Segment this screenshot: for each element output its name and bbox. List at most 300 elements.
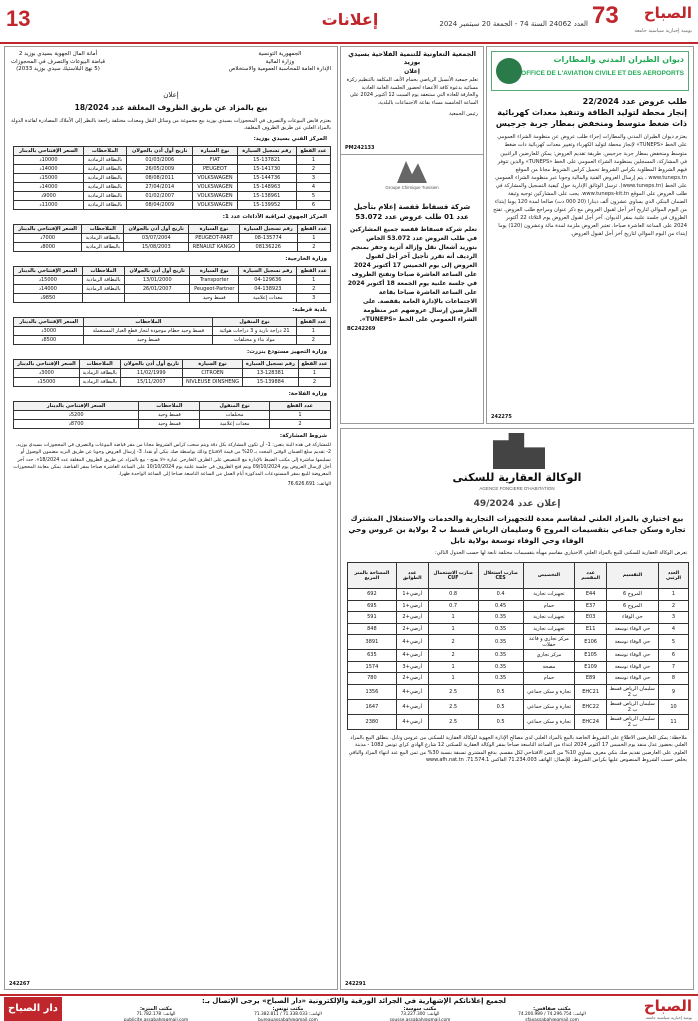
table-row: [14, 155, 331, 164]
table-cell: 11000د: [14, 200, 84, 209]
table-cell: 0.45: [478, 600, 523, 612]
table-cell: 2: [269, 419, 330, 428]
table-row: [14, 233, 331, 242]
table-cell: أرضي+3: [396, 661, 428, 673]
office-phone: الهاتف: 74.296.754 / 74.200.989: [518, 1012, 586, 1018]
items-table-4: [13, 317, 331, 345]
table-cell: 9: [659, 684, 689, 699]
office-email[interactable]: bureauassabah@gmail.com: [258, 1017, 318, 1021]
table-header-cell: ضارب الاستعمال CUF: [428, 563, 478, 589]
table-cell: بالبطاقة الرمادية: [82, 242, 124, 251]
table-cell: مركز تجاري و قاعة حفلات: [523, 635, 575, 650]
ministry-header-right: [229, 51, 331, 74]
table-cell: 26/01/2007: [125, 284, 190, 293]
table-cell: 3: [297, 293, 331, 302]
table-cell: 14000د: [14, 164, 84, 173]
table-header-cell: التقسيم: [606, 563, 658, 589]
header-line: وزارة المالية: [265, 58, 295, 65]
table-row: [348, 699, 689, 714]
table-cell: 8000د: [14, 242, 82, 251]
table-cell: 13-128381: [242, 368, 298, 377]
table-row: [348, 673, 689, 685]
table-row: [348, 589, 689, 601]
footer-brand: الصباح: [643, 997, 692, 1015]
middle-ads: [340, 46, 484, 424]
oaca-tender-title: إنجاز محطة لتوليد الطاقة وتنفيذ معدات كهربائية ذات ضغط متوسط ومنخفض بمطار جربة جرجيس: [495, 107, 687, 128]
office-phone: الهاتف: 71.338.033 / 71.382.811: [254, 1012, 322, 1018]
table-cell: 2.5: [428, 684, 478, 699]
office-name: مكتب تونس:: [272, 1006, 304, 1012]
section-heading: وزارة الفلاحة:: [288, 390, 327, 397]
oaca-ref: 242275: [491, 414, 512, 420]
afh-intro: تعرض الوكالة العقارية للسكنى للبيع بالمزاد العلني الاختياري مقاسم مهيأة بتقسيمات مختلفة تابعة لها حسب الجدول التالي:: [434, 549, 687, 556]
table-cell: حي الوفاء توسعة: [606, 673, 658, 685]
table-cell: قسط وحيد حطام موجودة لتجار قطع الغيار المستعملة: [84, 326, 213, 335]
table-cell: 1574: [348, 661, 397, 673]
table-cell: 14000د: [14, 284, 83, 293]
table-cell: 1: [428, 673, 478, 685]
table-header-cell: السعر الإفتتاحي بالدينار: [14, 266, 83, 275]
table-cell: 15000د: [14, 173, 84, 182]
table-cell: 0.35: [478, 673, 523, 685]
table-cell: 01/03/2006: [127, 155, 193, 164]
table-cell: 15-141730: [237, 164, 296, 173]
table-cell: 15-137821: [237, 155, 296, 164]
table-cell: تجهيزات تجارية: [523, 623, 575, 635]
table-cell: حمام: [523, 673, 575, 685]
table-cell: أرضي+4: [396, 650, 428, 662]
table-cell: 10000د: [14, 155, 84, 164]
table-cell: 0.35: [478, 661, 523, 673]
vehicles-table-3: [13, 266, 331, 303]
table-cell: أرضي+4: [396, 684, 428, 699]
table-header-cell: الملاحظات: [79, 359, 120, 368]
footer-heading: لجميع إعلاناتكم الإشهارية في الجرائد الورقية والإلكترونية «دار الصباح» يرجى الإتصال بـ:: [202, 997, 506, 1005]
table-cell: 695: [348, 600, 397, 612]
table-row: [14, 419, 331, 428]
table-cell: 2: [298, 377, 330, 386]
office-email[interactable]: publicite.assabah@gmail.com: [123, 1017, 189, 1021]
table-cell: 635: [348, 650, 397, 662]
table-cell: VOLKSWAGEN: [193, 182, 237, 191]
table-cell: VOLKSWAGEN: [193, 173, 237, 182]
table-header-cell: السعر الإفتتاحي بالدينار: [14, 317, 84, 326]
table-cell: حي الوفاء توسعة: [606, 623, 658, 635]
table-header-cell: المساحة بالمتر المربع: [348, 563, 397, 589]
table-cell: 10: [659, 699, 689, 714]
afh-logo: [341, 429, 693, 497]
table-header-cell: الملاحظات: [82, 224, 124, 233]
table-cell: E37: [575, 600, 606, 612]
table-cell: FIAT: [193, 155, 237, 164]
table-cell: 26/05/2009: [127, 164, 193, 173]
building-icon: [493, 433, 545, 469]
table-cell: أرضي+2: [396, 623, 428, 635]
table-cell: 0.35: [478, 650, 523, 662]
table-cell: 1: [296, 155, 330, 164]
table-cell: PEUGEOT-PART: [189, 233, 240, 242]
table-cell: 15000د: [14, 275, 83, 284]
office-phone: الهاتف: 71.782.178: [136, 1012, 176, 1018]
table-cell: 1647: [348, 699, 397, 714]
office-info: [94, 1006, 218, 1021]
table-cell: 01/02/2007: [127, 191, 193, 200]
table-cell: 15-144736: [237, 173, 296, 182]
office-name: مكتب سوسة:: [403, 1006, 437, 1012]
table-header-cell: ضارب استغلال CES: [478, 563, 523, 589]
table-cell: 2: [297, 284, 331, 293]
assembly-notice: [341, 47, 483, 155]
table-cell: بالبطاقة الرمادية: [83, 182, 126, 191]
table-cell: NIVLEUSE DINSHENG: [183, 377, 243, 386]
table-cell: 1: [298, 368, 330, 377]
ministry-ref: 242267: [9, 981, 30, 987]
table-cell: سليمان الرياض قسط ب 2: [606, 714, 658, 729]
phosphate-notice: [341, 201, 483, 334]
table-cell: بالبطاقة الرمادية: [83, 173, 126, 182]
table-cell: أرضي+4: [396, 635, 428, 650]
table-row: [14, 242, 331, 251]
office-email[interactable]: sfaxassabah@gmail.com: [525, 1017, 579, 1021]
section-heading: وزارة التجهيز مستودع بنزرت:: [247, 348, 327, 355]
page-footer: [0, 994, 698, 1021]
table-cell: VOLKSWAGEN: [193, 191, 237, 200]
table-cell: 1: [428, 661, 478, 673]
ministry-auction-ad: [4, 46, 338, 990]
assembly-body: تعلم جمعية الأنسيل الرياضي بحمام الأنف المكلفة بالتنظيم ركزة مسائية بدعوة كافة الأعضاء لحضور الجلسة العامة العادية والخارقة للعادة التي ستنعقد يوم السبت 12 أكتوبر 2024 على الساعة الخامسة مساء بقاعة الاجتماعات بالبلدية.: [346, 77, 478, 106]
table-header-cell: عدد القطع: [296, 146, 330, 155]
table-cell: 08/04/2009: [127, 200, 193, 209]
table-row: [348, 635, 689, 650]
afh-notice-number: إعلان عدد 49/2024: [473, 499, 561, 509]
table-cell: 2380: [348, 714, 397, 729]
table-header-cell: تاريخ أول أذن بالجولان: [124, 224, 189, 233]
table-cell: قسط وحيد: [139, 419, 200, 428]
ministry-header: [5, 47, 337, 89]
page-header: [0, 0, 698, 44]
table-cell: 5: [659, 635, 689, 650]
gct-logo: [341, 155, 483, 201]
table-cell: 1: [659, 589, 689, 601]
table-cell: 0.5: [478, 699, 523, 714]
table-cell: 5200د: [14, 410, 139, 419]
announcement-subtitle: بيع بالمزاد عن طريق الظروف المغلقة عدد 18/2024: [74, 103, 268, 112]
table-cell: 0.5: [478, 714, 523, 729]
afh-logo-name: الوكالة العقارية للسكنى: [452, 471, 582, 484]
table-cell: تجارة و سكن جماعي: [523, 699, 575, 714]
table-cell: 1: [296, 326, 330, 335]
table-header-cell: تاريخ أول أذن بالجولان: [125, 266, 190, 275]
office-info: [226, 1006, 350, 1021]
table-cell: 0.8: [428, 589, 478, 601]
phosphate-title: شركة فسفاط قفصة إعلام بتأجيل عدد 01 طلب عروض عدد 53.072: [353, 203, 471, 221]
table-cell: أرضي+4: [396, 699, 428, 714]
table-cell: 2: [659, 600, 689, 612]
table-cell: بالبطاقة الرمادية: [79, 368, 120, 377]
table-cell: 848: [348, 623, 397, 635]
table-cell: بالبطاقة الرمادية: [82, 284, 125, 293]
table-cell: VOLKSWAGEN: [193, 200, 237, 209]
table-cell: تجارة و سكن جماعي: [523, 684, 575, 699]
table-cell: EHC21: [575, 684, 606, 699]
page-number: 13: [6, 6, 31, 31]
table-cell: معدات إعلامية: [239, 293, 297, 302]
table-cell: مواد بناء و مختلفات: [213, 335, 296, 344]
table-cell: 15-139952: [237, 200, 296, 209]
plane-icon: [496, 58, 522, 84]
afh-ref: 242291: [345, 981, 366, 987]
table-header-cell: رقم تسجيل السيارة: [237, 146, 296, 155]
table-cell: 1356: [348, 684, 397, 699]
section-heading: وزارة الخارجية:: [285, 255, 327, 262]
table-row: [14, 326, 331, 335]
table-cell: 1: [297, 275, 331, 284]
table-cell: بالبطاقة الرمادية: [83, 191, 126, 200]
table-cell: 0.5: [478, 684, 523, 699]
table-cell: Peugeot-Partner: [190, 284, 239, 293]
table-cell: 7: [659, 661, 689, 673]
table-cell: تجهيزات تجارية: [523, 589, 575, 601]
oaca-tender-number: طلب عروض عدد 22/2024: [582, 97, 687, 106]
table-row: [348, 650, 689, 662]
table-header-cell: رقم تسجيل السيارة: [242, 359, 298, 368]
logo-number: 73: [592, 2, 619, 29]
table-cell: 11/02/1999: [120, 368, 182, 377]
table-cell: مختلفات: [200, 410, 269, 419]
header-line: الإدارة العامة للمحاسبة العمومية والاستخلاص: [228, 66, 331, 73]
table-row: [14, 293, 331, 302]
items-table-6: [13, 401, 331, 429]
table-cell: 2: [296, 164, 330, 173]
oaca-title-block: [487, 95, 693, 131]
table-cell: 2: [297, 242, 330, 251]
table-header-cell: عدد القطع: [297, 224, 330, 233]
header-line: قباضة البيوعات والتصرف في المحجوزات: [11, 58, 106, 65]
table-header-cell: تاريخ أول أذن بالجولان: [120, 359, 182, 368]
table-header-cell: التخصيص: [523, 563, 575, 589]
assembly-signature: رئيس الجمعية: [449, 111, 478, 117]
table-cell: 6: [659, 650, 689, 662]
afh-conditions: ملاحظة: يمكن للعارضين الاطلاع على الشروط الخاصة بالبيع بالمزاد العلني لدى مصالح الإدارة الجهوية للوكالة العقارية للسكنى ببن عروس ونابل. ينطلق البيع بالمزاد العلني بحضور عدل منفذ يوم الخميس 17 أكتوبر 2024 ابتداء من الساعة التاسعة صباحا بمقر الوكالة العقارية للسكنى 12 شارع الهادي كراي تونس 1082 - مدينة العلوم. على العارضين تقديم صك بنكي معرف يساوي 10% من الثمن الافتتاحي لكل مقسم. يدفع المشتري تسبقة بنسبة 30% من ثمن البيع عند انتهاء المزاد والباقي يخلص حسب الشروط المنصوص عليها بكراس الشروط. للإتصال: الهاتف 71.234.003 الفاكس 71.574.1. www.afh.nat.tn: [348, 734, 687, 764]
section-heading: المركز الفني بسيدي بوزيد:: [253, 135, 327, 142]
table-cell: 21 دراجة نارية و 3 دراجات هوائية: [213, 326, 296, 335]
table-row: [14, 191, 331, 200]
table-cell: 4: [659, 623, 689, 635]
table-header-cell: الملاحظات: [84, 317, 213, 326]
table-header-cell: العدد الرتبي: [659, 563, 689, 589]
afh-logo-fr: AGENCE FONCIERE D'HABITATION: [479, 486, 555, 491]
table-header-cell: نوع السيارة: [189, 224, 240, 233]
table-cell: [82, 293, 125, 302]
table-header-cell: الملاحظات: [83, 146, 126, 155]
table-cell: 9000د: [14, 191, 84, 200]
header-line: الجمهورية التونسية: [258, 51, 302, 57]
table-cell: قسط وحيد: [84, 335, 213, 344]
table-cell: حي الوفاء: [606, 612, 658, 624]
table-header-cell: رقم تسجيل السيارة: [239, 266, 297, 275]
table-row: [14, 182, 331, 191]
oaca-logo-ar: ديوان الطيران المدني والمطارات: [553, 55, 684, 64]
table-cell: بالبطاقة الرمادية: [82, 233, 124, 242]
table-header-cell: عدد الطوابق: [396, 563, 428, 589]
table-header-cell: نوع السيارة: [183, 359, 243, 368]
table-cell: 0.35: [478, 623, 523, 635]
table-cell: قسط وحيد: [139, 410, 200, 419]
table-cell: Transporter: [190, 275, 239, 284]
table-cell: بالبطاقة الرمادية: [83, 164, 126, 173]
table-cell: 2: [428, 650, 478, 662]
table-header-cell: عدد المقسم: [575, 563, 606, 589]
table-row: [348, 684, 689, 699]
table-cell: E89: [575, 673, 606, 685]
table-cell: 2.5: [428, 699, 478, 714]
oaca-logo: [491, 51, 689, 91]
table-cell: 0.7: [428, 600, 478, 612]
phosphate-ref: BC242269: [347, 325, 376, 332]
table-cell: أرضي+2: [396, 612, 428, 624]
dar-assabah-logo: دار الصباح: [4, 997, 62, 1021]
table-row: [14, 164, 331, 173]
table-cell: حي الوفاء توسعة: [606, 635, 658, 650]
table-header-cell: السعر الإفتتاحي بالدينار: [14, 401, 139, 410]
table-cell: 692: [348, 589, 397, 601]
table-row: [14, 410, 331, 419]
table-cell: 1: [297, 233, 330, 242]
table-row: [348, 612, 689, 624]
table-header-cell: الملاحظات: [82, 266, 125, 275]
afh-title: بيع اختياري بالمزاد العلني لمقاسم معدة للتجهيزات التجارية والخدمات والاستغلال المشترك تجارة وسكن جماعي بتقسيمات المروج 6 وسليمان الرياض قسط ب 2 بولاية بن عروس وحي الوفاء وحي الوفاء توسعة بولاية نابل: [348, 514, 686, 545]
table-row: [14, 335, 331, 344]
assembly-subtitle: إعلان: [404, 68, 420, 75]
table-cell: 15-148963: [237, 182, 296, 191]
logo-tagline: يومية إخبارية سياسية جامعة: [634, 28, 692, 34]
oaca-ad: [486, 46, 694, 424]
mountain-icon: [397, 161, 427, 183]
table-header-cell: عدد القطع: [269, 401, 330, 410]
logo-word: الصباح: [643, 4, 692, 22]
table-header-cell: تاريخ أول أذن بالجولان: [127, 146, 193, 155]
table-cell: مصحة: [523, 661, 575, 673]
office-name: مكتب صفاقس:: [533, 1006, 571, 1012]
table-row: [348, 661, 689, 673]
table-cell: بالبطاقة الرمادية: [83, 155, 126, 164]
table-row: [348, 623, 689, 635]
table-header-cell: نوع السيارة: [193, 146, 237, 155]
assembly-title: الجمعية التعاونية للتنمية الفلاحية بسيدي بوزيد: [348, 50, 476, 66]
table-header-cell: عدد القطع: [296, 317, 330, 326]
office-email[interactable]: sousse.assabah@gmail.com: [389, 1017, 451, 1021]
table-cell: E105: [575, 650, 606, 662]
table-cell: 1: [428, 623, 478, 635]
header-line: أمانة المال الجهوية بسيدي بوزيد 2: [18, 51, 98, 57]
table-row: [14, 377, 331, 386]
table-header-cell: الملاحظات: [139, 401, 200, 410]
table-cell: 04-138923: [239, 284, 297, 293]
table-cell: أرضي+1: [396, 589, 428, 601]
table-header-cell: عدد القطع: [298, 359, 330, 368]
table-cell: المروج 6: [606, 600, 658, 612]
table-cell: مركز تجاري: [523, 650, 575, 662]
section-heading: المركز الجهوي لمراقبة الآداءات عدد 1:: [222, 213, 327, 220]
table-cell: 15/08/2003: [124, 242, 189, 251]
table-row: [14, 284, 331, 293]
table-cell: 0.35: [478, 635, 523, 650]
ministry-header-left: [11, 51, 105, 74]
vehicles-table-1: [13, 146, 331, 210]
table-cell: معدات إعلامية: [200, 419, 269, 428]
office-name: مكتب المنزه:: [139, 1006, 173, 1012]
oaca-logo-fr: OFFICE DE L'AVIATION CIVILE ET DES AEROPORTS: [521, 70, 684, 77]
table-row: [14, 200, 331, 209]
table-cell: 27/04/2014: [127, 182, 193, 191]
announcement-title: إعلان: [163, 91, 179, 99]
table-cell: أرضي+2: [396, 673, 428, 685]
conditions-text: للمشاركة في هذه البتة يتعين: 1- أن تكون المشاركة بكل دقة ويتم سحب كراس الشروط مجانا من مقر قباضة البيوعات والتصرف في المحجوزات بسيدي بوزيد. 2- تقديم مبلغ الضمان الوقتي المحدد بـ 20% من قيمة الافتتاح وذلك بواسطة صك بنكي أو نقدا. 3- إرسال العروض وجوبا عن طريق البريد مضمون الوصول أو تسليمها مباشرة إلى مكتب الضبط بالإدارة مع التنصيص على الظرف الخارجي عبارة «لا يفتح - بيع بالمزاد عن طريق الظروف المغلقة عدد 18/2024». حدد آخر أجل لإرسال العروض يوم 09/10/2024 ويتم فتح الظروف في جلسة علنية يوم 10/10/2024 على الساعة العاشرة صباحا بمقر القباضة. يمكن معاينة المحجوزات المعروضة للبيع بمقر المستودعات المذكورة أيام العمل من الساعة التاسعة صباحا إلى الساعة الواحدة ظهرا.: [13, 442, 331, 478]
table-cell: 7000د: [14, 233, 82, 242]
table-cell: 08136226: [239, 242, 297, 251]
table-cell: 2.5: [428, 714, 478, 729]
assembly-ref: PM242133: [345, 145, 375, 151]
table-cell: 780: [348, 673, 397, 685]
table-row: [348, 600, 689, 612]
table-cell: تجارة و سكن جماعي: [523, 714, 575, 729]
table-cell: 3000د: [14, 368, 80, 377]
table-cell: 08/08/2011: [127, 173, 193, 182]
table-cell: 08-135774: [239, 233, 297, 242]
table-cell: قسط وحيد: [190, 293, 239, 302]
table-row: [14, 368, 331, 377]
gct-logo-text: Groupe Chimique Tunisien: [385, 185, 439, 190]
table-cell: حي الوفاء توسعة: [606, 661, 658, 673]
office-phone: الهاتف: 73.227.300: [400, 1012, 440, 1018]
table-cell: 2: [428, 635, 478, 650]
conditions-heading: شروط المشاركة:: [279, 432, 327, 439]
table-cell: 591: [348, 612, 397, 624]
table-cell: E11: [575, 623, 606, 635]
table-header-cell: السعر الإفتتاحي بالدينار: [14, 224, 82, 233]
table-header-cell: السعر الإفتتاحي بالدينار: [14, 146, 84, 155]
table-cell: 4: [296, 182, 330, 191]
table-cell: 3: [659, 612, 689, 624]
table-cell: تجهيزات تجارية: [523, 612, 575, 624]
phosphate-body: تعلم شركة فسفاط قفصة جميع المشاركين في طلب العروض عدد 53.072 الخاص بتوريد أشغال نقل وإزالة أتربة وحفر بمنجم الرديف أنه تقرر تأجيل آخر أجل لقبول العروض إلى يوم الخميس 17 أكتوبر 2024 على الساعة العاشرة صباحا وتفتح الظروف في جلسة علنية يوم الجمعة 18 أكتوبر 2024 على الساعة العاشرة صباحا بقاعة الاجتماعات بالإدارة العامة بقفصة. على العارضين إرسال عروضهم عبر منظومة الشراء العمومي على الخط «TUNEPS».: [347, 225, 477, 323]
table-cell: E109: [575, 661, 606, 673]
table-header-cell: نوع المنقول: [213, 317, 296, 326]
table-cell: بالبطاقة الرمادية: [83, 200, 126, 209]
table-cell: 6: [296, 200, 330, 209]
office-info: [490, 1006, 614, 1021]
table-cell: 15000د: [14, 377, 80, 386]
newspaper-logo: [592, 2, 692, 40]
table-cell: E44: [575, 589, 606, 601]
table-cell: 15-139884: [242, 377, 298, 386]
table-header-cell: السعر الإفتتاحي بالدينار: [14, 359, 80, 368]
table-cell: PEUGEOT: [193, 164, 237, 173]
office-info: [358, 1006, 482, 1021]
table-cell: 5: [296, 191, 330, 200]
table-cell: 8700د: [14, 419, 139, 428]
table-cell: 15-138961: [237, 191, 296, 200]
afh-ad: [340, 428, 694, 990]
afh-lots-table: [347, 562, 689, 730]
table-header-cell: عدد القطع: [297, 266, 331, 275]
section-heading: بلدية قرطبة:: [292, 306, 327, 313]
table-cell: سليمان الرياض قسط ب 2: [606, 684, 658, 699]
table-cell: [125, 293, 190, 302]
table-cell: 0.35: [478, 612, 523, 624]
table-cell: 15/11/2007: [120, 377, 182, 386]
table-cell: 11: [659, 714, 689, 729]
